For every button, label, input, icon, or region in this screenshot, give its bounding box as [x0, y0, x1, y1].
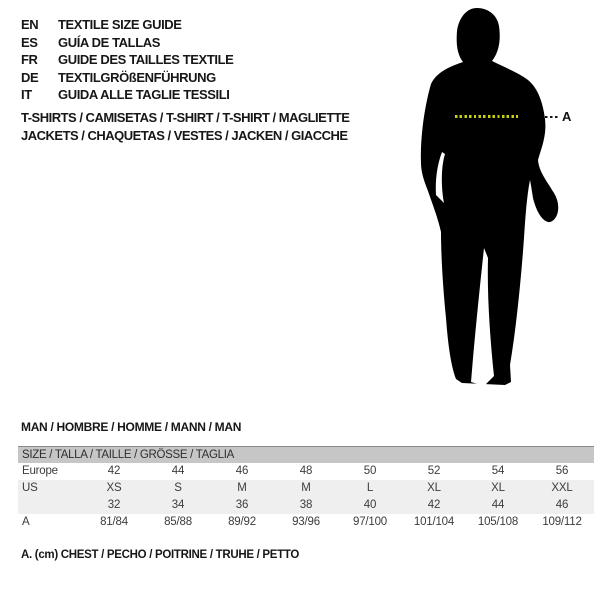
- table-row-europe: [18, 463, 594, 480]
- table-cell: XS: [106, 482, 122, 494]
- table-cell: 40: [363, 499, 377, 511]
- table-cell: 34: [171, 499, 185, 511]
- section-heading-man: MAN / HOMBRE / HOMME / MANN / MAN: [21, 420, 242, 434]
- language-code: IT: [21, 87, 32, 103]
- table-cell: 52: [427, 465, 441, 477]
- language-row-es: [21, 34, 233, 52]
- table-cell: 36: [235, 499, 249, 511]
- measure-leader-line: [545, 116, 559, 118]
- measure-label-a: A: [562, 109, 572, 124]
- man-silhouette: [395, 0, 600, 400]
- measurement-footnote: A. (cm) CHEST / PECHO / POITRINE / TRUHE / PETTO: [21, 549, 300, 561]
- language-code: FR: [21, 52, 38, 68]
- table-cell: XL: [491, 482, 505, 494]
- language-label: TEXTILGRÖßENFÜHRUNG: [58, 69, 216, 85]
- product-line-jackets: JACKETS / CHAQUETAS / VESTES / JACKEN / GIACCHE: [21, 128, 348, 143]
- table-cell: XL: [427, 482, 441, 494]
- table-header-row: SIZE / TALLA / TAILLE / GRÖSSE / TAGLIA: [18, 447, 594, 463]
- table-cell: 97/100: [353, 516, 387, 528]
- size-table: [18, 446, 594, 531]
- chest-measure-dashed-line: [455, 115, 518, 118]
- table-cell: 32: [107, 499, 121, 511]
- table-cell: 54: [491, 465, 505, 477]
- table-cell: 93/96: [292, 516, 320, 528]
- table-cell: 38: [299, 499, 313, 511]
- table-cell: 42: [427, 499, 441, 511]
- table-cell: 81/84: [100, 516, 128, 528]
- table-row-us-letters: [18, 480, 594, 497]
- language-row-en: [21, 16, 233, 34]
- table-cell: S: [174, 482, 182, 494]
- table-cell: XXL: [551, 482, 573, 494]
- table-cell: 89/92: [228, 516, 256, 528]
- table-cell: 42: [107, 465, 121, 477]
- table-cell: 48: [299, 465, 313, 477]
- table-cell: 101/104: [413, 516, 455, 528]
- row-label: US: [22, 482, 38, 494]
- language-label: GUIDA ALLE TAGLIE TESSILI: [58, 87, 230, 103]
- table-cell: 56: [555, 465, 569, 477]
- language-code: ES: [21, 34, 38, 50]
- language-label: TEXTILE SIZE GUIDE: [58, 17, 182, 32]
- language-code: DE: [21, 69, 39, 85]
- language-label: GUIDE DES TAILLES TEXTILE: [58, 52, 234, 68]
- language-label: GUÍA DE TALLAS: [58, 34, 161, 50]
- table-cell: 85/88: [164, 516, 192, 528]
- language-row-de: [21, 69, 233, 87]
- table-cell: 105/108: [477, 516, 519, 528]
- language-list: [21, 16, 233, 104]
- table-cell: 46: [555, 499, 569, 511]
- table-cell: 109/112: [542, 516, 582, 528]
- table-cell: 46: [235, 465, 249, 477]
- product-categories: [21, 109, 349, 145]
- table-row-chest-cm: [18, 514, 594, 531]
- table-cell: M: [237, 482, 247, 494]
- table-cell: 50: [363, 465, 377, 477]
- row-label: [18, 497, 82, 514]
- table-cell: 44: [171, 465, 185, 477]
- table-row-us-numbers: [18, 497, 594, 514]
- row-label: A: [22, 516, 30, 528]
- product-line-tshirts: T-SHIRTS / CAMISETAS / T-SHIRT / T-SHIRT / MAGLIETTE: [21, 110, 350, 125]
- language-code: EN: [21, 17, 39, 32]
- language-row-fr: [21, 51, 233, 69]
- language-row-it: [21, 86, 233, 104]
- table-cell: L: [366, 482, 374, 494]
- table-cell: M: [301, 482, 311, 494]
- table-cell: 44: [491, 499, 505, 511]
- row-label: Europe: [22, 465, 58, 477]
